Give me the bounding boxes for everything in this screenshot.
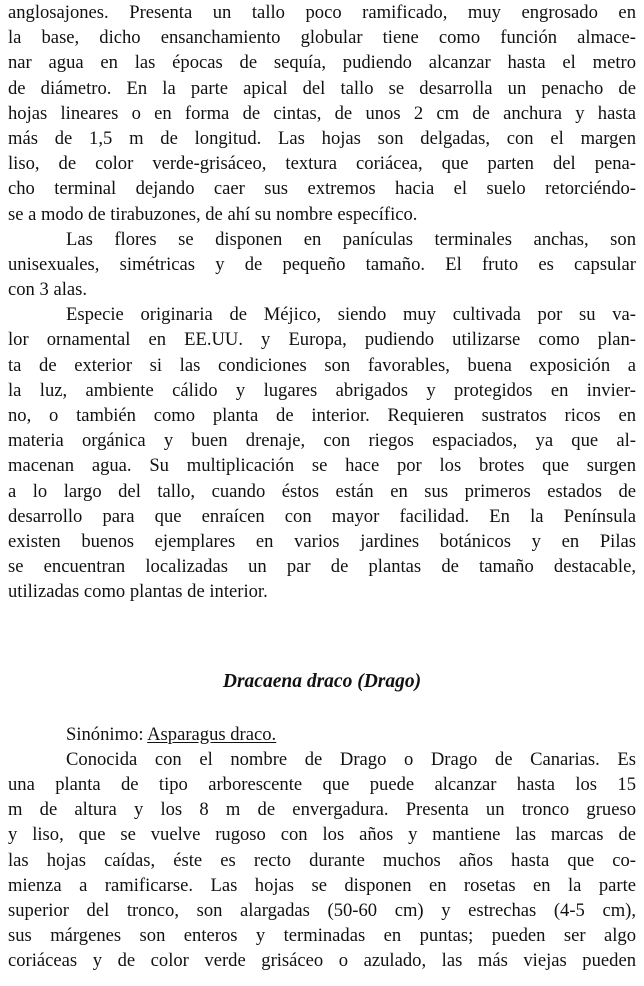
heading-spacer xyxy=(8,694,636,722)
synonym-label: Sinónimo: xyxy=(66,723,148,745)
paragraph-drago-description xyxy=(8,747,636,974)
text-line: materia orgánica y buen drenaje, con riegos espaciados, ya que al- xyxy=(8,430,636,452)
section-heading: Dracaena draco (Drago) xyxy=(222,670,422,692)
text-line: sus márgenes son enteros y terminadas en puntas; pueden ser algo xyxy=(8,925,636,947)
text-line: se encuentran localizadas un par de plantas de tamaño destacable, xyxy=(8,556,636,578)
text-line: unisexuales, simétricas y de pequeño tamaño. El fruto es capsular xyxy=(8,253,636,275)
text-line: las hojas caídas, éste es recto durante muchos años hasta que co- xyxy=(8,849,636,871)
paragraph-description-stem xyxy=(8,0,636,227)
text-line: superior del tronco, son alargadas (50-60 cm) y estrechas (4-5 cm), xyxy=(8,900,636,922)
text-line: hojas lineares o en forma de cintas, de unos 2 cm de anchura y hasta xyxy=(8,102,636,124)
text-line: lor ornamental en EE.UU. y Europa, pudiendo utilizarse como plan- xyxy=(8,329,636,351)
text-line: y liso, que se vuelve rugoso con los años y mantiene las marcas de xyxy=(8,824,636,846)
synonym-value: Asparagus draco. xyxy=(147,723,277,745)
text-line: se a modo de tirabuzones, de ahí su nombre específico. xyxy=(8,203,418,225)
text-line: a lo largo del tallo, cuando éstos están en sus primeros estados de xyxy=(8,480,636,502)
text-line: la base, dicho ensanchamiento globular tiene como función almace- xyxy=(8,27,636,49)
text-line: anglosajones. Presenta un tallo poco ramificado, muy engrosado en xyxy=(8,2,636,23)
text-line: liso, de color verde-grisáceo, textura coriácea, que parten del pena- xyxy=(8,153,636,175)
text-line: con 3 alas. xyxy=(8,279,87,301)
text-line: ta de exterior si las condiciones son favorables, buena exposición a xyxy=(8,354,636,376)
text-line: coriáceas y de color verde grisáceo o azulado, las más viejas pueden xyxy=(8,950,636,972)
text-line: de diámetro. En la parte apical del tallo se desarrolla un penacho de xyxy=(8,77,636,99)
text-line: cho terminal dejando caer sus extremos hacia el suelo retorciéndo- xyxy=(8,178,636,200)
book-page xyxy=(8,0,636,974)
text-line: existen buenos ejemplares en varios jardines botánicos y en Pilas xyxy=(8,530,636,552)
text-line: m de altura y los 8 m de envergadura. Presenta un tronco grueso xyxy=(8,799,636,821)
text-line: no, o también como planta de interior. Requieren sustratos ricos en xyxy=(8,405,636,426)
text-line: utilizadas como plantas de interior. xyxy=(8,581,268,603)
section-spacer xyxy=(8,605,636,669)
text-line: macenan agua. Su multiplicación se hace por los brotes que surgen xyxy=(8,455,636,477)
text-line: desarrollo para que enraícen con mayor facilidad. En la Península xyxy=(8,505,636,527)
text-line: más de 1,5 m de longitud. Las hojas son delgadas, con el margen xyxy=(8,127,636,149)
paragraph-flowers xyxy=(8,227,636,303)
text-line: una planta de tipo arborescente que puede alcanzar hasta los 15 xyxy=(8,774,636,796)
text-line: nar agua en las épocas de sequía, pudiendo alcanzar hasta el metro xyxy=(8,52,636,74)
text-line: la luz, ambiente cálido y lugares abrigados y protegidos en invier- xyxy=(8,379,636,401)
synonym-line xyxy=(8,722,636,747)
text-line: mienza a ramificarse. Las hojas se disponen en rosetas en la parte xyxy=(8,874,636,896)
text-line: Las flores se disponen en panículas terminales anchas, son xyxy=(66,228,636,250)
text-line: Conocida con el nombre de Drago o Drago de Canarias. Es xyxy=(66,748,636,770)
paragraph-origin-cultivation xyxy=(8,302,636,604)
text-line: Especie originaria de Méjico, siendo muy cultivada por su va- xyxy=(66,304,636,326)
